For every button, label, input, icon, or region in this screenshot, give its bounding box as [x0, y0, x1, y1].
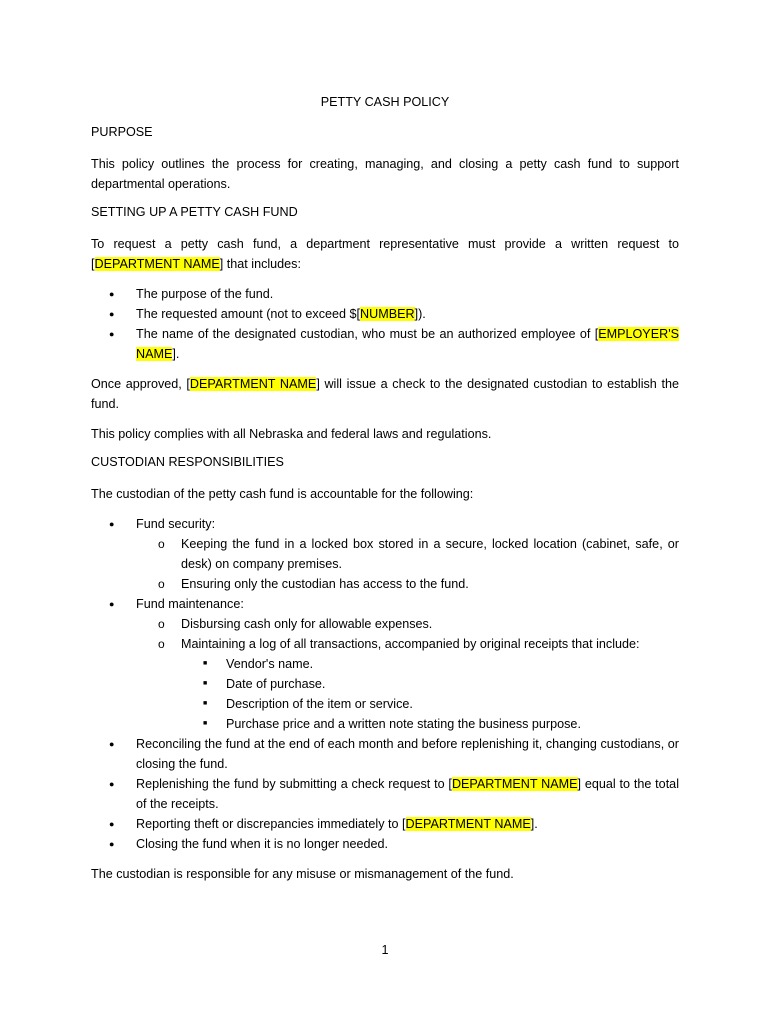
purpose-heading: PURPOSE — [91, 125, 153, 139]
setup-intro-text-a: To request a petty cash fund, a department representative must provide a written request to [ — [91, 237, 679, 271]
list-item-access: o Ensuring only the custodian has access to the fund. — [91, 574, 679, 594]
list-item-purpose: ● The purpose of the fund. — [91, 284, 679, 304]
placeholder-department-name: DEPARTMENT NAME — [94, 257, 220, 271]
setup-heading: SETTING UP A PETTY CASH FUND — [91, 205, 298, 219]
list-item-price: ■ Purchase price and a written note stating the business purpose. — [91, 714, 679, 734]
purpose-text: This policy outlines the process for creating, managing, and closing a petty cash fund to support departmental operations. — [91, 157, 679, 191]
custodian-heading: CUSTODIAN RESPONSIBILITIES — [91, 455, 284, 469]
placeholder-department-name: DEPARTMENT NAME — [189, 377, 317, 391]
amount-text-b: ]). — [414, 307, 426, 321]
approval-text-b: ] will issue a check to the designated custodian to establish the fund. — [91, 377, 679, 411]
replenish-text-b: ] equal to the total of the receipts. — [136, 777, 679, 811]
fund-maintenance-sublist — [136, 614, 679, 734]
list-item-replenishing — [91, 774, 679, 814]
closing-paragraph: The custodian is responsible for any misuse or mismanagement of the fund. — [91, 867, 514, 881]
page-number: 1 — [381, 943, 389, 957]
document-body — [91, 94, 679, 894]
custodian-responsibilities-list — [91, 514, 679, 854]
custodian-intro: The custodian of the petty cash fund is accountable for the following: — [91, 487, 474, 501]
list-item-disbursing: o Disbursing cash only for allowable expenses. — [91, 614, 679, 634]
list-item-date: ■ Date of purchase. — [91, 674, 679, 694]
placeholder-employer-name: EMPLOYER'S NAME — [136, 327, 679, 361]
fund-maintenance-label: Fund maintenance: — [136, 597, 244, 611]
compliance-text: This policy complies with all Nebraska and federal laws and regulations. — [91, 427, 492, 441]
log-label: Maintaining a log of all transactions, accompanied by original receipts that include: — [181, 637, 640, 651]
report-text-b: ]. — [530, 817, 538, 831]
list-item-fund-maintenance — [91, 594, 679, 734]
placeholder-department-name: DEPARTMENT NAME — [451, 777, 578, 791]
approval-text — [91, 374, 679, 414]
setup-intro — [91, 234, 679, 274]
placeholder-department-name: DEPARTMENT NAME — [405, 817, 531, 831]
fund-request-list — [91, 284, 679, 364]
fund-security-label: Fund security: — [136, 517, 216, 531]
receipt-details-list — [181, 654, 679, 734]
list-item-locked-box: o Keeping the fund in a locked box stored in a secure, locked location (cabinet, safe, or desk) on company premises. — [91, 534, 679, 574]
fund-security-sublist — [136, 534, 679, 594]
custodian-text-a: The name of the designated custodian, who must be an authorized employee of [ — [136, 327, 599, 341]
list-item-amount — [91, 304, 679, 324]
approval-text-a: Once approved, [ — [91, 377, 190, 391]
placeholder-number: NUMBER — [360, 307, 415, 321]
amount-text-a: The requested amount (not to exceed $[ — [136, 307, 361, 321]
list-item-closing: ● Closing the fund when it is no longer needed. — [91, 834, 679, 854]
replenish-text-a: Replenishing the fund by submitting a check request to [ — [136, 777, 452, 791]
report-text-a: Reporting theft or discrepancies immediately to [ — [136, 817, 406, 831]
list-item-reconciling: ● Reconciling the fund at the end of each month and before replenishing it, changing custodians, or closing the fund. — [91, 734, 679, 774]
setup-intro-text-b: ] that includes: — [219, 257, 301, 271]
list-item-description: ■ Description of the item or service. — [91, 694, 679, 714]
list-item-fund-security — [91, 514, 679, 594]
list-item-log — [91, 634, 679, 734]
list-item-custodian — [91, 324, 679, 364]
list-item-vendor: ■ Vendor's name. — [91, 654, 679, 674]
list-item-reporting — [91, 814, 679, 834]
custodian-text-b: ]. — [172, 347, 180, 361]
document-title: PETTY CASH POLICY — [320, 95, 450, 109]
